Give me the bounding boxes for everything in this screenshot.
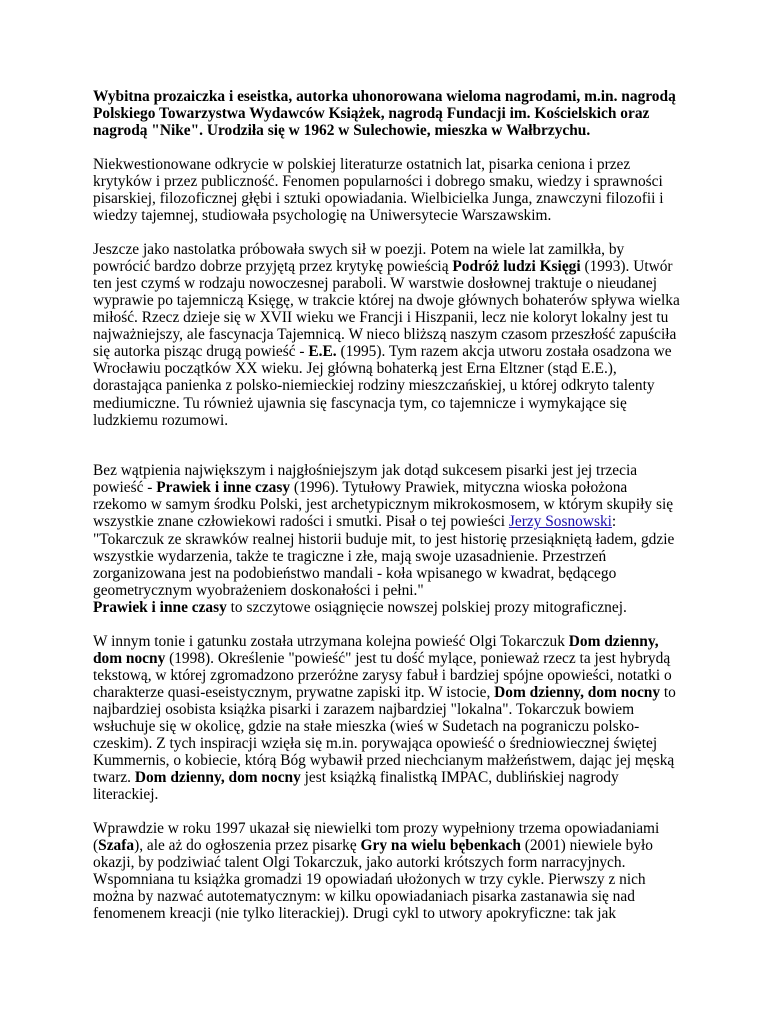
blank-line	[93, 445, 683, 462]
paragraph-dom-dzienny	[93, 633, 683, 804]
text-segment: Bez wątpienia największym i najgłośniejszym jak dotąd sukcesem pisarki jest jej trzecia powieść -	[93, 462, 638, 497]
book-title: Gry na wielu bębenkach	[360, 837, 521, 855]
paragraph-short-stories	[93, 820, 683, 923]
text-segment: (2001) niewiele było okazji, by podziwiać talent Olgi Tokarczuk, jako autorki krótszych form narracyjnych. Wspomniana tu książka gromadzi 19 opowiadań ułożonych w trzy cykle. Pierwszy z nich można by nazwać autotematycznym: w kilku opowiadaniach pisarka zastanawia się nad fenomenem kreacji (nie tylko literackiej). Drugi cykl to utwory apokryficzne: tak jak	[93, 837, 653, 923]
text-segment: (1996). Tytułowy Prawiek, mityczna wioska położona rzekomo w samym środku Polski, jest archetypicznym mikrokosmosem, w którym skupiły się wszystkie znane człowiekowi radości i smutki. Pisał o tej powieści	[93, 479, 674, 531]
text-segment: (1995). Tym razem akcja utworu została osadzona we Wrocławiu początków XX wieku. Jej główną bohaterką jest Erna Eltzner (stąd E.E.), dorastająca panienka z polsko-niemieckiej rodziny mieszczańskiej, u której odkryto talenty mediumiczne. Tu również ujawnia się fascynacja tym, co tajemnicze i wymykające się ludzkiemu rozumowi.	[93, 343, 672, 429]
book-title: Prawiek i inne czasy	[156, 479, 291, 497]
text-segment: jest książką finalistką IMPAC, dublińskiej nagrody literackiej.	[93, 769, 619, 804]
book-title: Prawiek i inne czasy	[93, 598, 227, 616]
text-segment: Wprawdzie w roku 1997 ukazał się niewielki tom prozy wypełniony trzema opowiadaniami (	[93, 819, 660, 855]
book-title: E.E.	[308, 343, 337, 361]
book-title: Dom dzienny, dom nocny	[93, 632, 659, 667]
book-title: Dom dzienny, dom nocny	[134, 769, 301, 787]
author-link[interactable]: Jerzy Sosnowski	[508, 513, 612, 531]
book-title: Szafa	[98, 837, 135, 855]
book-title: Podróż ludzi Księgi	[452, 257, 581, 275]
text-segment: ), ale aż do ogłoszenia przez pisarkę	[134, 837, 361, 855]
author-intro: Wybitna prozaiczka i eseistka, autorka uhonorowana wieloma nagrodami, m.in. nagrodą Polskiego Towarzystwa Wydawców Książek, nagrodą Fundacji im. Kościelskich oraz nagrodą "Nike". Urodziła się w 1962 w Sulechowie, mieszka w Wałbrzychu.	[93, 88, 676, 140]
book-title: Dom dzienny, dom nocny	[494, 683, 661, 701]
text-segment: (1998). Określenie "powieść" jest tu dość mylące, ponieważ rzecz ta jest hybrydą tekstową, w której zgromadzono przeróżne zarysy fabuł i bardziej spójne opowieści, notatki o charakterze quasi-eseistycznym, prywatne zapiski itp. W istocie,	[93, 649, 672, 701]
text-segment: to najbardziej osobista książka pisarki i zarazem najbardziej "lokalna". Tokarczuk bowiem wsłuchuje się w okolicę, gdzie na stałe mieszka (wieś w Sudetach na pograniczu polsko-czeskim). Z tych inspiracji wzięła się m.in. porywająca opowieść o średniowiecznej świętej Kummernis, o kobiecie, którą Bóg wybawił przed niechcianym małżeństwem, dając jej męską twarz.	[93, 683, 676, 787]
quote-text: : "Tokarczuk ze skrawków realnej historii buduje mit, to jest historię przesiąkniętą ładem, gdzie wszystkie wydarzenia, także te tragiczne i złe, mają swoje uzasadnienie. Przestrzeń zorganizowana jest na podobieństwo mandali - koła wpisanego w kwadrat, będącego geometrycznym wyobrażeniem doskonałości i pełni."	[93, 513, 675, 599]
text-segment: (1993). Utwór ten jest czymś w rodzaju nowoczesnej paraboli. W warstwie dosłownej traktuje o nieudanej wyprawie po tajemniczą Księgę, w trakcie której na dwoje głównych bohaterów spływa wielka miłość. Rzecz dzieje się w XVII wieku we Francji i Hiszpanii, lecz nie koloryt lokalny jest tu najważniejszy, ale fascynacja Tajemnicą. W nieco bliższą naszym czasom przeszłość zapuściła się autorka pisząc drugą powieść -	[93, 257, 680, 361]
paragraph-early-works	[93, 241, 683, 429]
paragraph-discovery: Niekwestionowane odkrycie w polskiej literaturze ostatnich lat, pisarka ceniona i przez krytyków i przez publiczność. Fenomen popularności i dobrego smaku, wiedzy i sprawności pisarskiej, filozoficznej głębi i sztuki opowiadania. Wielbicielka Junga, znawczyni filozofii i wiedzy tajemnej, studiowała psychologię na Uniwersytecie Warszawskim.	[93, 155, 664, 225]
text-segment: to szczytowe osiągnięcie nowszej polskiej prozy mitograficznej.	[226, 598, 627, 616]
document-page	[93, 88, 683, 939]
paragraph-prawiek	[93, 462, 683, 616]
text-segment: W innym tonie i gatunku została utrzymana kolejna powieść Olgi Tokarczuk	[93, 632, 569, 650]
text-segment: Jeszcze jako nastolatka próbowała swych sił w poezji. Potem na wiele lat zamilkła, by powrócić bardzo dobrze przyjętą przez krytykę powieścią	[93, 240, 625, 275]
